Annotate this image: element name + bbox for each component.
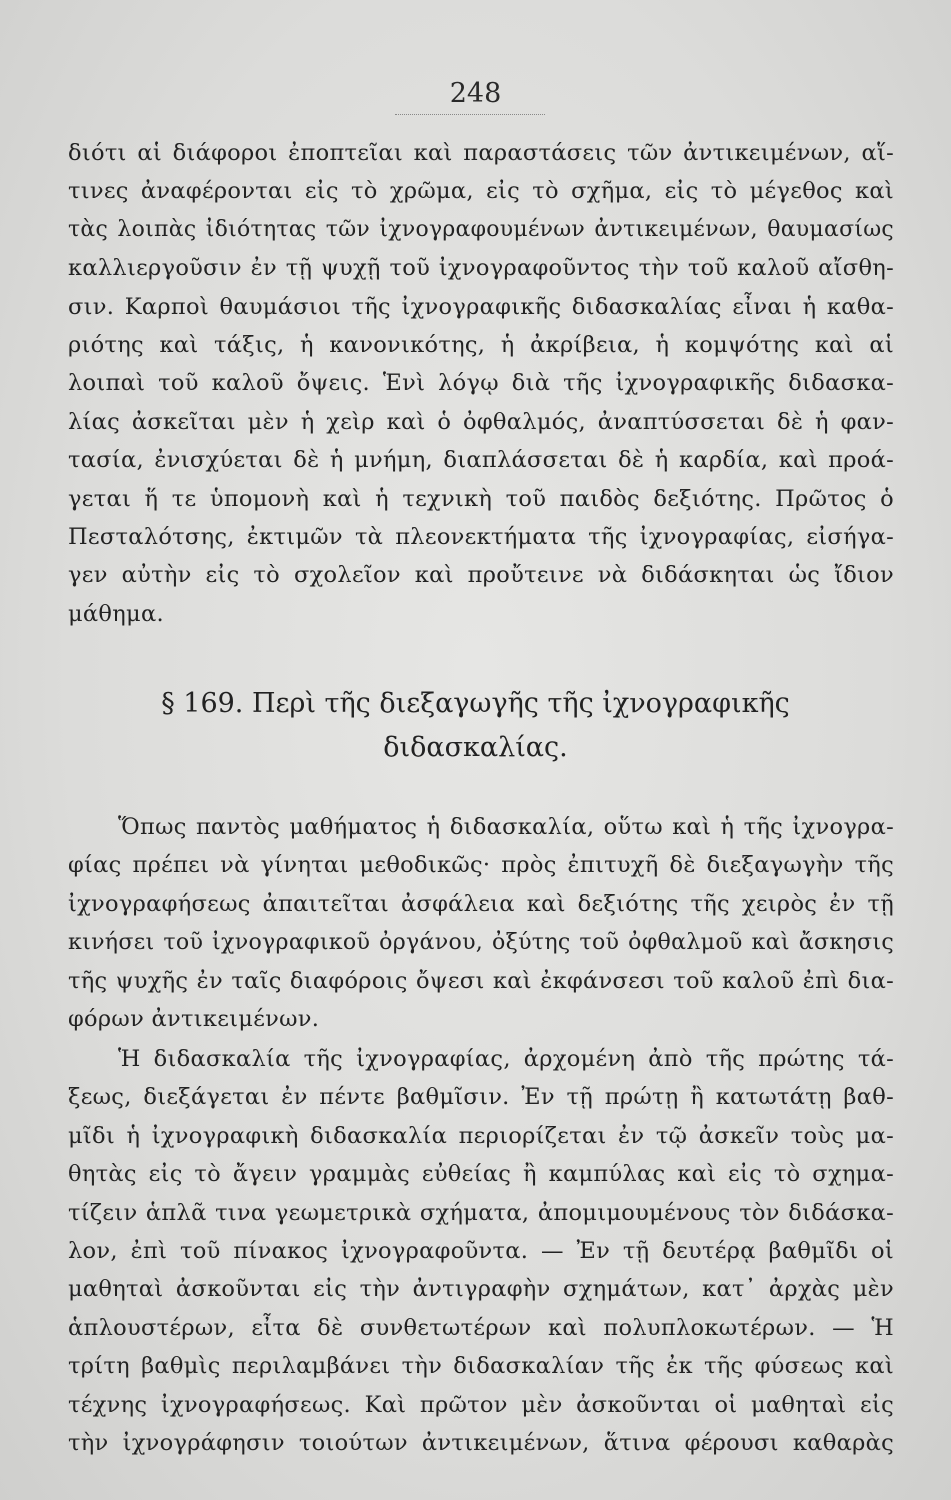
text-line: τινες ἀναφέρονται εἰς τὸ χρῶμα, εἰς τὸ σχῆμα, εἰς τὸ μέγεθος καὶ — [68, 178, 894, 205]
text-line: μαθηταὶ ἀσκοῦνται εἰς τὴν ἀντιγραφὴν σχημάτων, κατ᾽ ἀρχὰς μὲν — [68, 1276, 894, 1303]
text-line: διότι αἱ διάφοροι ἐποπτεῖαι καὶ παραστάσεις τῶν ἀντικειμένων, αἵ- — [68, 140, 894, 166]
text-line: τασία, ἐνισχύεται δὲ ἡ μνήμη, διαπλάσσεται δὲ ἡ καρδία, καὶ προά- — [68, 447, 894, 474]
text-line: λίας ἀσκεῖται μὲν ἡ χεὶρ καὶ ὁ ὀφθαλμός, ἀναπτύσσεται δὲ ἡ φαν- — [68, 408, 894, 435]
paragraph-1 — [68, 134, 894, 633]
text-line: μάθημα. — [68, 600, 164, 627]
text-line: σιν. Καρποὶ θαυμάσιοι τῆς ἰχνογραφικῆς διδασκαλίας εἶναι ἡ καθα- — [68, 293, 894, 320]
text-line: κινήσει τοῦ ἰχνογραφικοῦ ὀργάνου, ὀξύτης τοῦ ὀφθαλμοῦ καὶ ἄσκησις — [68, 929, 894, 956]
text-line: λοιπαὶ τοῦ καλοῦ ὄψεις. Ἑνὶ λόγῳ διὰ τῆς ἰχνογραφικῆς διδασκα- — [68, 370, 894, 397]
text-line: γεται ἥ τε ὑπομονὴ καὶ ἡ τεχνικὴ τοῦ παιδὸς δεξιότης. Πρῶτος ὁ — [68, 485, 894, 512]
text-line: μῖδι ἡ ἰχνογραφικὴ διδασκαλία περιορίζεται ἐν τῷ ἀσκεῖν τοὺς μα- — [68, 1122, 894, 1149]
text-line: ριότης καὶ τάξις, ἡ κανονικότης, ἡ ἀκρίβεια, ἡ κομψότης καὶ αἱ — [68, 331, 894, 358]
text-line: φόρων ἀντικειμένων. — [68, 1005, 320, 1032]
paragraph-2 — [68, 808, 894, 1038]
text-line: τὴν ἰχνογράφησιν τοιούτων ἀντικειμένων, ἅτινα φέρουσι καθαρὰς — [68, 1429, 894, 1456]
text-line: ἰχνογραφήσεως ἀπαιτεῖται ἀσφάλεια καὶ δεξιότης τῆς χειρὸς ἐν τῇ — [68, 890, 894, 917]
text-line: καλλιεργοῦσιν ἐν τῇ ψυχῇ τοῦ ἰχνογραφοῦντος τὴν τοῦ καλοῦ αἴσθη- — [68, 255, 894, 282]
text-line: τὰς λοιπὰς ἰδιότητας τῶν ἰχνογραφουμένων ἀντικειμένων, θαυμασίως — [68, 216, 894, 242]
text-line: τῆς ψυχῆς ἐν ταῖς διαφόροις ὄψεσι καὶ ἐκφάνσεσι τοῦ καλοῦ ἐπὶ δια- — [68, 967, 894, 994]
text-line: ἁπλουστέρων, εἶτα δὲ συνθετωτέρων καὶ πολυπλοκωτέρων. — Ἡ — [68, 1314, 894, 1341]
text-line: Ὅπως παντὸς μαθήματος ἡ διδασκαλία, οὕτω καὶ ἡ τῆς ἰχνογρα- — [118, 814, 894, 840]
page-number-rule — [395, 114, 545, 115]
text-line: τρίτη βαθμὶς περιλαμβάνει τὴν διδασκαλίαν τῆς ἐκ τῆς φύσεως καὶ — [68, 1353, 894, 1380]
text-line: ξεως, διεξάγεται ἐν πέντε βαθμῖσιν. Ἐν τῇ πρώτῃ ἢ κατωτάτῃ βαθ- — [68, 1084, 894, 1111]
section-heading: § 169. Περὶ τῆς διεξαγωγῆς τῆς ἰχνογραφικῆς — [161, 688, 790, 719]
page-number: 248 — [449, 78, 502, 109]
text-line: φίας πρέπει νὰ γίνηται μεθοδικῶς· πρὸς ἐπιτυχῆ δὲ διεξαγωγὴν τῆς — [68, 852, 894, 879]
paragraph-3 — [68, 1040, 894, 1462]
text-line: Ἡ διδασκαλία τῆς ἰχνογραφίας, ἀρχομένη ἀπὸ τῆς πρώτης τά- — [118, 1046, 894, 1072]
text-line: λον, ἐπὶ τοῦ πίνακος ἰχνογραφοῦντα. — Ἐν τῇ δευτέρᾳ βαθμῖδι οἱ — [68, 1237, 894, 1264]
text-line: τέχνης ἰχνογραφήσεως. Καὶ πρῶτον μὲν ἀσκοῦνται οἱ μαθηταὶ εἰς — [68, 1391, 894, 1418]
text-line: θητὰς εἰς τὸ ἄγειν γραμμὰς εὐθείας ἢ καμπύλας καὶ εἰς τὸ σχημα- — [68, 1161, 894, 1188]
text-line: τίζειν ἁπλᾶ τινα γεωμετρικὰ σχήματα, ἀπομιμουμένους τὸν διδάσκα- — [68, 1199, 894, 1226]
text-line: Πεσταλότσης, ἐκτιμῶν τὰ πλεονεκτήματα τῆς ἰχνογραφίας, εἰσήγα- — [68, 523, 894, 550]
section-heading-continued: διδασκαλίας. — [383, 732, 568, 763]
text-line: γεν αὐτὴν εἰς τὸ σχολεῖον καὶ προὔτεινε νὰ διδάσκηται ὡς ἴδιον — [68, 562, 894, 589]
